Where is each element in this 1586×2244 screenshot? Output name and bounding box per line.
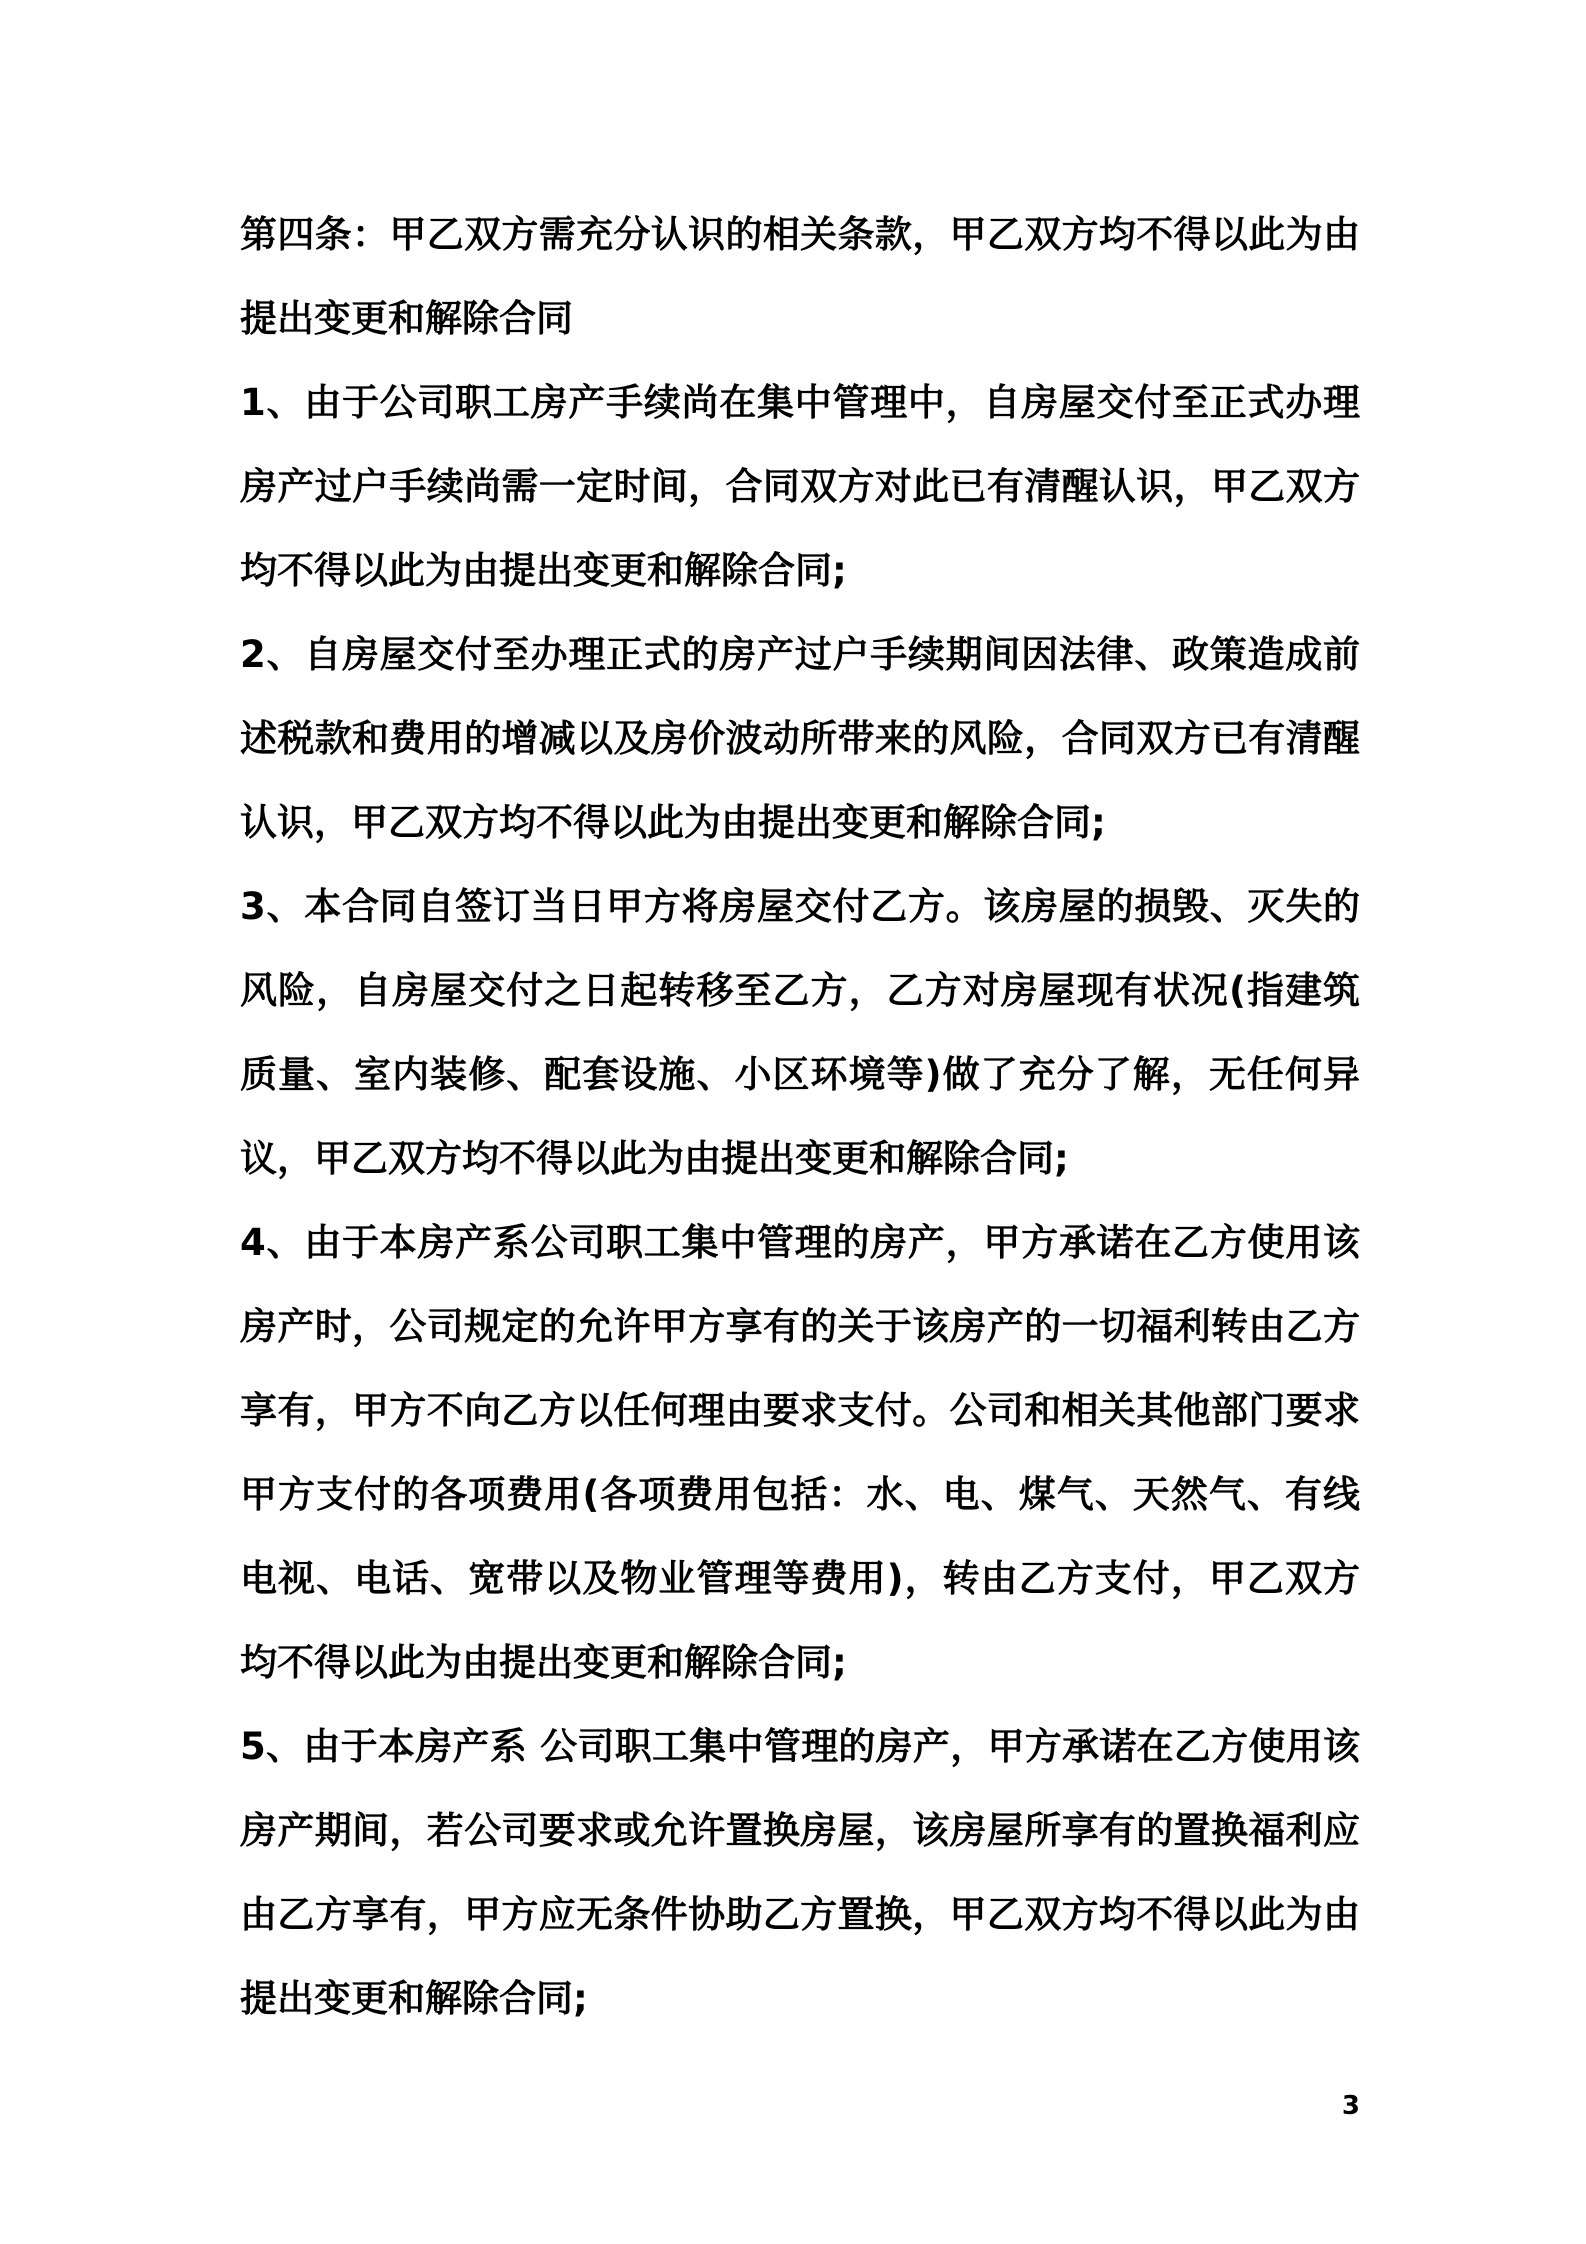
clause-item-5: 5、由于本房产系 公司职工集中管理的房产，甲方承诺在乙方使用该房产期间，若公司要求或允许置换房屋，该房屋所享有的置换福利应由乙方享有，甲方应无条件协助乙方置换，甲乙双方均不得以此为由提出变更和解除合同;	[240, 1725, 1360, 2020]
page-number: 3	[1341, 2091, 1360, 2121]
clause-item-3: 3、本合同自签订当日甲方将房屋交付乙方。该房屋的损毁、灭失的风险，自房屋交付之日起转移至乙方，乙方对房屋现有状况(指建筑质量、室内装修、配套设施、小区环境等)做了充分了解，无任何异议，甲乙双方均不得以此为由提出变更和解除合同;	[240, 885, 1360, 1180]
clause-item-2: 2、自房屋交付至办理正式的房产过户手续期间因法律、政策造成前述税款和费用的增减以及房价波动所带来的风险，合同双方已有清醒认识，甲乙双方均不得以此为由提出变更和解除合同;	[240, 633, 1360, 844]
clause-item-4: 4、由于本房产系公司职工集中管理的房产，甲方承诺在乙方使用该房产时，公司规定的允许甲方享有的关于该房产的一切福利转由乙方享有，甲方不向乙方以任何理由要求支付。公司和相关其他部门要求甲方支付的各项费用(各项费用包括：水、电、煤气、天然气、有线电视、电话、宽带以及物业管理等费用)，转由乙方支付，甲乙双方均不得以此为由提出变更和解除合同;	[240, 1221, 1360, 1684]
document-body	[240, 193, 1360, 2041]
clause-heading: 第四条：甲乙双方需充分认识的相关条款，甲乙双方均不得以此为由提出变更和解除合同	[240, 213, 1360, 340]
clause-item-1: 1、由于公司职工房产手续尚在集中管理中，自房屋交付至正式办理房产过户手续尚需一定时间，合同双方对此已有清醒认识，甲乙双方均不得以此为由提出变更和解除合同;	[240, 381, 1360, 592]
